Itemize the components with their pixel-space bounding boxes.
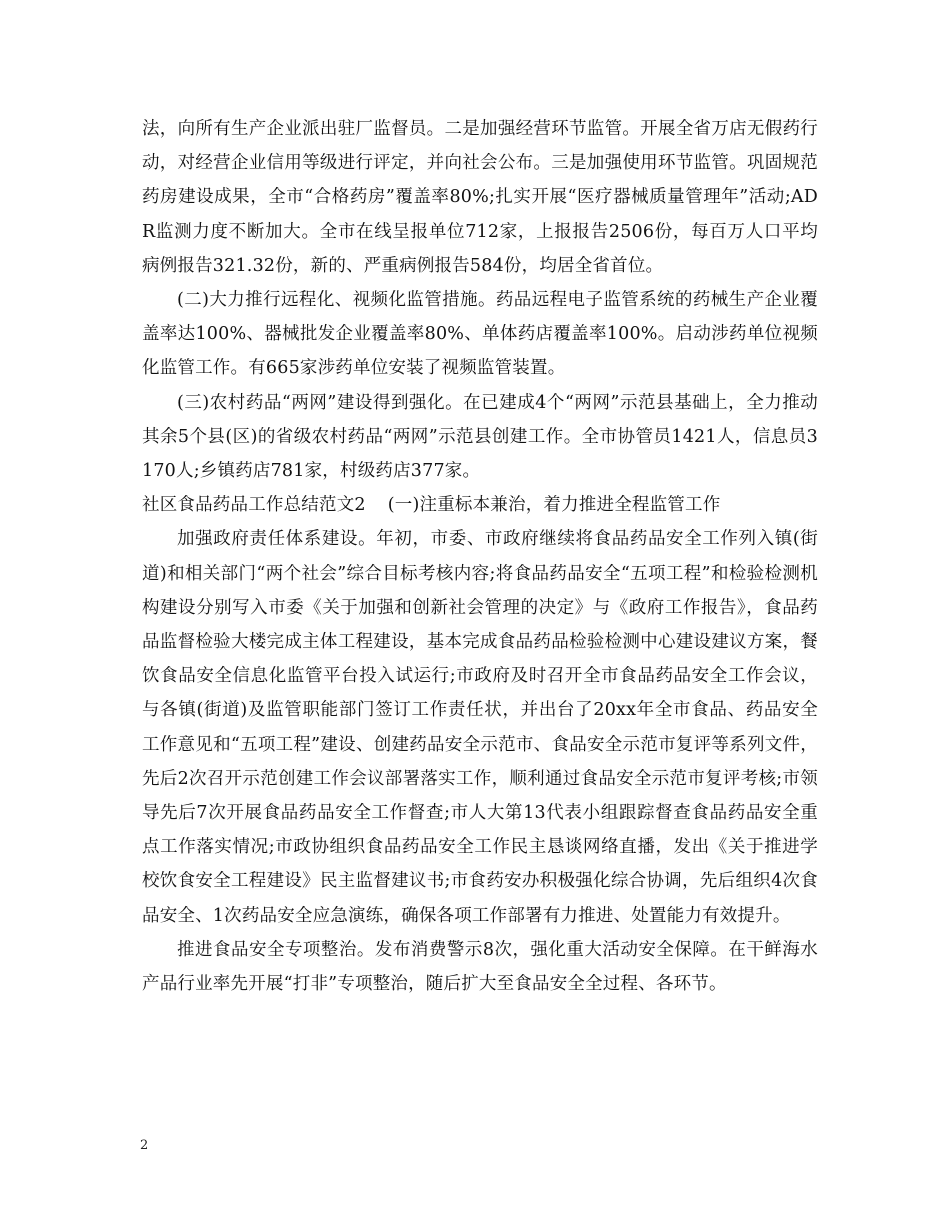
paragraph-food-safety-rectification: 推进食品安全专项整治。发布消费警示8次，强化重大活动安全保障。在干鲜海水产品行业率先开展“打非”专项整治，随后扩大至食品安全全过程、各环节。 bbox=[142, 939, 818, 995]
paragraph-government-responsibility: 加强政府责任体系建设。年初，市委、市政府继续将食品药品安全工作列入镇(街道)和相关部门“两个社会”综合目标考核内容;将食品药品安全“五项工程”和检验检测机构建设分别写入市委《关于加强和创新社会管理的决定》与《政府工作报告》，食品药品监督检验大楼完成主体工程建设，基本完成食品药品检验检测中心建设建议方案，餐饮食品安全信息化监管平台投入试运行;市政府及时召开全市食品药品安全工作会议，与各镇(街道)及监管职能部门签订工作责任状，并出台了20xx年全市食品、药品安全工作意见和“五项工程”建设、创建药品安全示范市、食品安全示范市复评等系列文件，先后2次召开示范创建工作会议部署落实工作，顺利通过食品安全示范市复评考核;市领导先后7次开展食品药品安全工作督查;市人大第13代表小组跟踪督查食品药品安全重点工作落实情况;市政协组织食品药品安全工作民主恳谈网络直播，发出《关于推进学校饮食安全工程建设》民主监督建议书;市食药安办积极强化综合协调，先后组织4次食品安全、1次药品安全应急演练，确保各项工作部署有力推进、处置能力有效提升。 bbox=[142, 529, 818, 926]
paragraph-rural-two-networks: (三)农村药品“两网”建设得到强化。在已建成4个“两网”示范县基础上，全力推动其余5个县(区)的省级农村药品“两网”示范县创建工作。全市协管员1421人，信息员3170人;乡镇药店781家，村级药店377家。 bbox=[142, 392, 818, 482]
section-subtitle: (一)注重标本兼治，着力推进全程监管工作 bbox=[387, 495, 721, 516]
document-body bbox=[142, 112, 818, 1001]
section-title: 社区食品药品工作总结范文2 bbox=[142, 495, 366, 516]
page-number: 2 bbox=[140, 1138, 149, 1153]
paragraph-continuation: 法，向所有生产企业派出驻厂监督员。二是加强经营环节监管。开展全省万店无假药行动，对经营企业信用等级进行评定，并向社会公布。三是加强使用环节监管。巩固规范药房建设成果，全市“合格药房”覆盖率80%;扎实开展“医疗器械质量管理年”活动;ADR监测力度不断加大。全市在线呈报单位712家，上报报告2506份，每百万人口平均病例报告321.32份，新的、严重病例报告584份，均居全省首位。 bbox=[142, 119, 818, 276]
paragraph-remote-supervision: (二)大力推行远程化、视频化监管措施。药品远程电子监管系统的药械生产企业覆盖率达100%、器械批发企业覆盖率80%、单体药店覆盖率100%。启动涉药单位视频化监管工作。有665家涉药单位安装了视频监管装置。 bbox=[142, 290, 818, 379]
section-heading-line bbox=[142, 488, 818, 522]
